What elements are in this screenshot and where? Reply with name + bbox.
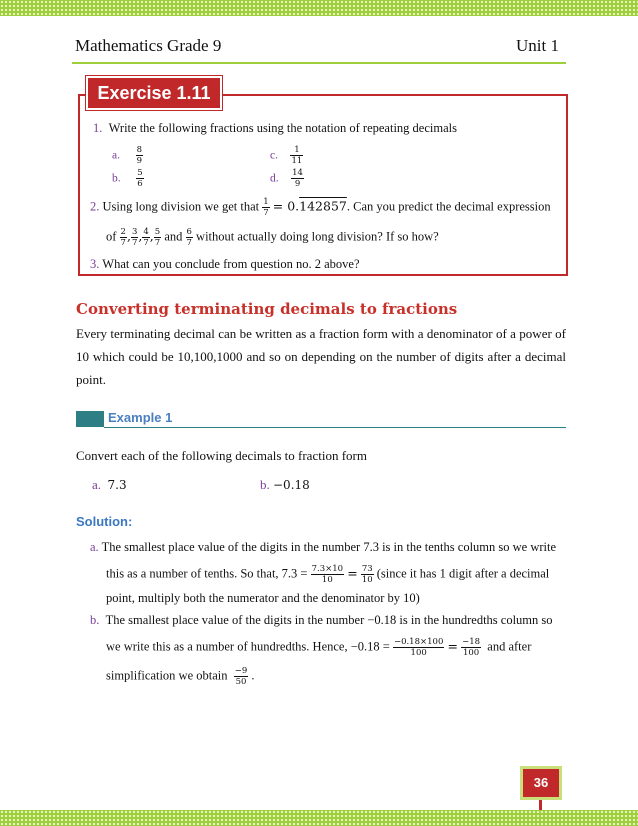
- top-border-band: [0, 0, 638, 16]
- example-item-a: a. 7.3: [92, 477, 127, 492]
- exercise-q1-c: c. $\frac{1}{11}$: [270, 145, 303, 166]
- exercise-q2-line2: of $\frac{2}{7}$ , $\frac{3}{7}$ , $\frac{4}{7}$ , $\frac{5}{7}$ and $\frac{6}{7}$ without actually doing long division? If so how?: [106, 227, 439, 248]
- fraction: $\frac{8}{9}$: [136, 145, 143, 166]
- fraction: $\frac{5}{7}$: [154, 227, 161, 248]
- solution-a-line3: point, multiply both the numerator and the denominator by 10): [106, 591, 420, 605]
- exercise-q1: 1. Write the following fractions using the notation of repeating decimals: [93, 121, 457, 135]
- solution-a-line2: this as a number of tenths. So that, 7.3 = $\frac{7.3\times 10}{10}$ = $\frac{73}{10}$ (since it has 1 digit after a decimal: [106, 564, 550, 585]
- fraction: $\frac{73}{10}$: [361, 564, 373, 585]
- example-marker: [76, 411, 104, 427]
- exercise-q1-b: b. $\frac{5}{6}$: [112, 168, 143, 189]
- exercise-q1-d: d. $\frac{14}{9}$: [270, 168, 303, 189]
- fraction: $\frac{6}{7}$: [186, 227, 192, 248]
- section-paragraph: Every terminating decimal can be written as a fraction form with a denominator of a power of 10 which could be 10,100,1000 and so on depending on the number of digits after a decimal point.: [76, 326, 566, 387]
- solution-a-line1: a. The smallest place value of the digits in the number 7.3 is in the tenths column so we write: [90, 540, 557, 554]
- fraction: $\frac{-0.18\times 100}{100}$: [393, 637, 444, 658]
- fraction: $\frac{7.3\times 10}{10}$: [311, 564, 344, 585]
- fraction: $\frac{3}{7}$: [131, 227, 138, 248]
- solution-label: Solution:: [76, 514, 133, 529]
- example-rule: [104, 427, 566, 428]
- fraction: $\frac{5}{6}$: [137, 168, 143, 189]
- example-prompt: Convert each of the following decimals to fraction form: [76, 448, 367, 463]
- fraction: $\frac{2}{7}$: [120, 227, 126, 248]
- fraction: $\frac{14}{9}$: [292, 168, 303, 189]
- fraction: $\frac{1}{7}$: [263, 197, 269, 218]
- fraction: $\frac{1}{11}$: [291, 145, 303, 166]
- example-label: Example 1: [108, 410, 173, 425]
- header-subject: Mathematics Grade 9: [75, 36, 222, 55]
- solution-b-line1: b. The smallest place value of the digits in the number −0.18 is in the hundredths column so: [90, 613, 553, 627]
- fraction: $\frac{-18}{100}$: [462, 637, 481, 658]
- header-rule: [72, 62, 566, 64]
- page-number: 36: [520, 766, 562, 800]
- fraction: $\frac{4}{7}$: [143, 227, 149, 248]
- bottom-border-band: [0, 810, 638, 826]
- page-header: [75, 36, 565, 62]
- solution-b-line3: simplification we obtain $\frac{-9}{50}$ .: [106, 666, 255, 687]
- section-title: Converting terminating decimals to fractions: [76, 300, 458, 318]
- example-item-b: b. −0.18: [260, 477, 310, 492]
- solution-b-line2: we write this as a number of hundredths. Hence, −0.18 = $\frac{-0.18\times 100}{100}$ = $\frac{-18}{100}$ and after: [106, 637, 532, 658]
- exercise-title: Exercise 1.11: [86, 76, 222, 110]
- header-unit: Unit 1: [516, 36, 559, 55]
- exercise-q1-a: a. $\frac{8}{9}$: [112, 145, 143, 166]
- exercise-q3: 3. What can you conclude from question no. 2 above?: [90, 257, 360, 271]
- fraction: $\frac{-9}{50}$: [234, 666, 248, 687]
- exercise-q2-line1: 2. Using long division we get that $\frac{1}{7}$ = 0.142857. Can you predict the decimal expression: [90, 197, 551, 218]
